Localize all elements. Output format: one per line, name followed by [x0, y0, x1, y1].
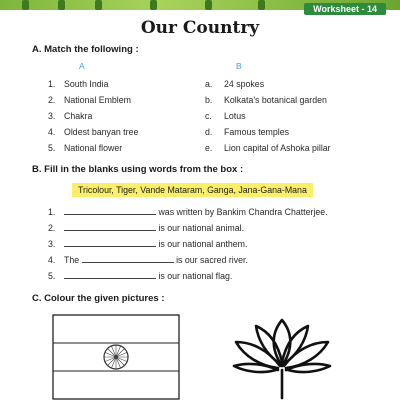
fill-blank-row [48, 222, 244, 233]
section-a-heading: A. Match the following : [32, 44, 139, 55]
answer-blank[interactable] [64, 270, 156, 279]
list-item: Chakra [64, 111, 93, 121]
list-item-number: 1. [48, 79, 56, 89]
list-item: Lion capital of Ashoka pillar [224, 143, 331, 153]
decoration-icon [58, 0, 65, 10]
list-item-number: 5. [48, 143, 56, 153]
decoration-icon [22, 0, 29, 10]
question-text: is our sacred river. [176, 255, 248, 265]
lotus-icon [234, 320, 330, 398]
question-number: 3. [48, 239, 56, 249]
decoration-icon [95, 0, 102, 10]
question-text: is our national animal. [158, 223, 245, 233]
fill-blank-row [48, 238, 247, 249]
worksheet-badge: Worksheet - 14 [304, 3, 386, 15]
section-b-heading: B. Fill in the blanks using words from the box : [32, 164, 244, 175]
list-item-number: 3. [48, 111, 56, 121]
ashoka-chakra-icon [104, 345, 128, 369]
fill-blank-row [48, 254, 248, 265]
question-number: 1. [48, 207, 56, 217]
answer-blank[interactable] [64, 222, 156, 231]
list-item: South India [64, 79, 109, 89]
list-item: Kolkata's botanical garden [224, 95, 327, 105]
list-item-letter: a. [205, 79, 213, 89]
fill-blank-row [48, 206, 328, 217]
list-item-number: 4. [48, 127, 56, 137]
list-item: Lotus [224, 111, 246, 121]
list-item: 24 spokes [224, 79, 265, 89]
question-number: 5. [48, 271, 56, 281]
section-c-heading: C. Colour the given pictures : [32, 293, 165, 304]
word-box: Tricolour, Tiger, Vande Mataram, Ganga, Jana-Gana-Mana [72, 183, 313, 197]
list-item: National flower [64, 143, 123, 153]
list-item-letter: b. [205, 95, 213, 105]
decoration-icon [150, 0, 157, 10]
list-item-letter: d. [205, 127, 213, 137]
question-prefix: The [64, 255, 80, 265]
question-number: 2. [48, 223, 56, 233]
column-a-header: A [79, 61, 85, 71]
column-b-header: B [236, 61, 242, 71]
list-item-letter: e. [205, 143, 213, 153]
lotus-outline-picture[interactable] [226, 314, 338, 400]
answer-blank[interactable] [64, 238, 156, 247]
question-text: is our national anthem. [158, 239, 248, 249]
answer-blank[interactable] [82, 254, 174, 263]
flag-outline-picture[interactable] [52, 314, 180, 400]
list-item-letter: c. [205, 111, 212, 121]
list-item-number: 2. [48, 95, 56, 105]
list-item: National Emblem [64, 95, 131, 105]
question-text: is our national flag. [158, 271, 233, 281]
decoration-icon [258, 0, 265, 10]
list-item: Oldest banyan tree [64, 127, 139, 137]
decoration-icon [205, 0, 212, 10]
answer-blank[interactable] [64, 206, 156, 215]
list-item: Famous temples [224, 127, 290, 137]
question-text: was written by Bankim Chandra Chatterjee. [158, 207, 328, 217]
question-number: 4. [48, 255, 56, 265]
page-title: Our Country [140, 18, 260, 38]
fill-blank-row [48, 270, 232, 281]
